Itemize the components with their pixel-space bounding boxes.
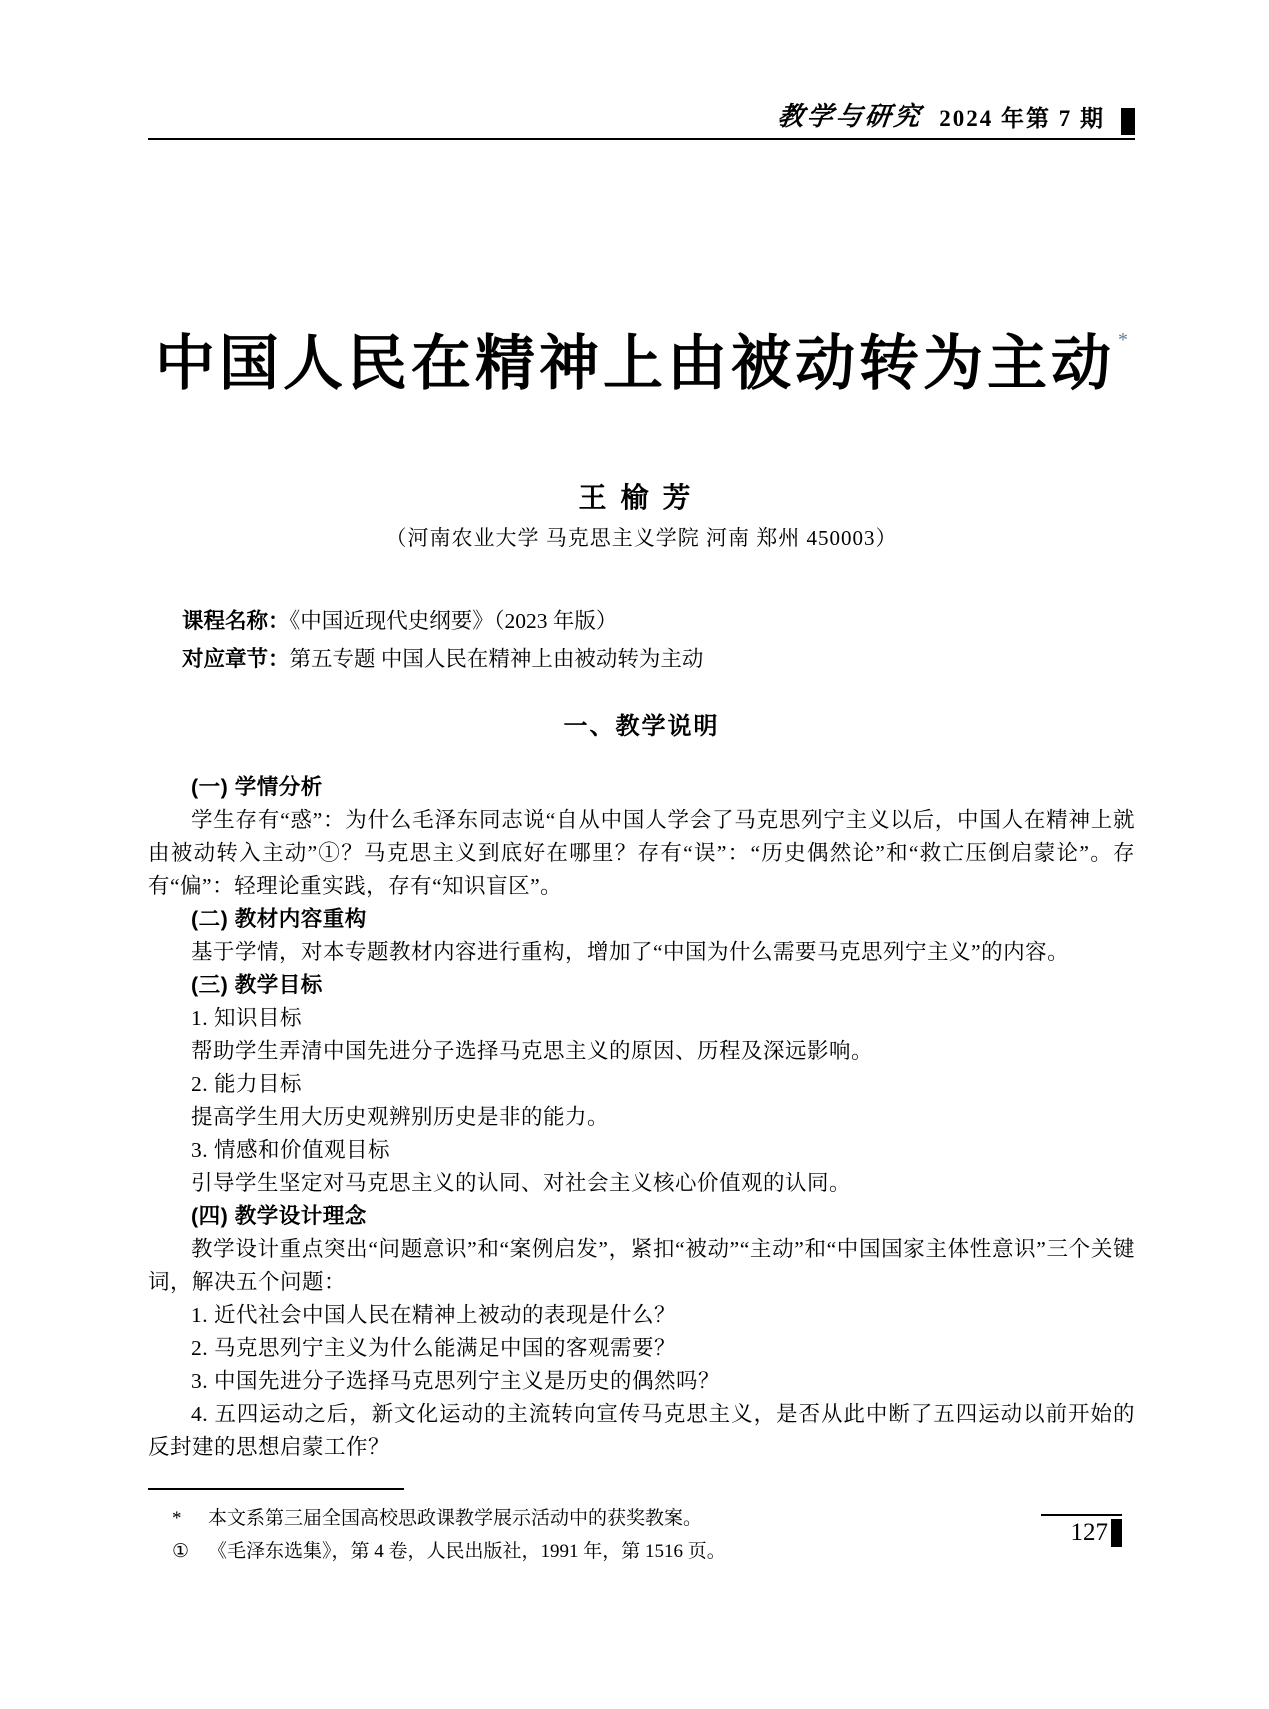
author-name: 王榆芳: [578, 483, 705, 514]
body-paragraph: 3. 情感和价值观目标: [191, 1138, 391, 1162]
body-paragraph: 4. 五四运动之后，新文化运动的主流转向宣传马克思主义，是否从此中断了五四运动以前开始的反封建的思想启蒙工作？: [148, 1402, 1135, 1459]
header-block-icon: [1121, 108, 1135, 135]
body-paragraph: 教学设计重点突出“问题意识”和“案例启发”，紧扣“被动”“主动”和“中国国家主体性意识”三个关键词，解决五个问题：: [148, 1237, 1135, 1294]
course-name-label: 课程名称：: [182, 609, 290, 633]
page-number: 127: [1070, 1519, 1108, 1546]
article-title: [148, 308, 1135, 396]
body-subheading: (二) 教材内容重构: [191, 907, 367, 931]
body-subheading: (一) 学情分析: [191, 775, 323, 799]
body-paragraph: 1. 知识目标: [191, 1006, 303, 1030]
course-name-row: [182, 602, 1135, 640]
course-meta: [148, 602, 1135, 678]
body-paragraph: 引导学生坚定对马克思主义的认同、对社会主义核心价值观的认同。: [191, 1171, 852, 1195]
body-paragraph: 2. 能力目标: [191, 1072, 303, 1096]
body-subheading: (三) 教学目标: [191, 973, 323, 997]
body-paragraph: 提高学生用大历史观辨别历史是非的能力。: [191, 1105, 610, 1129]
journal-issue: 2024 年第 7 期: [939, 106, 1105, 131]
author-affiliation: （河南农业大学 马克思主义学院 河南 郑州 450003）: [385, 526, 898, 550]
section-heading: 一、教学说明: [563, 713, 720, 740]
chapter-label: 对应章节：: [182, 647, 290, 671]
body-paragraph: 学生存有“惑”：为什么毛泽东同志说“自从中国人学会了马克思列宁主义以后，中国人在精神上就由被动转入主动”①？马克思主义到底好在哪里？存有“误”：“历史偶然论”和“救亡压倒启蒙论”。存有“偏”：轻理论重实践，存有“知识盲区”。: [148, 808, 1135, 898]
chapter-value: 第五专题 中国人民在精神上由被动转为主动: [289, 647, 704, 671]
footnote-area: [148, 1488, 1135, 1568]
footnote: [148, 1535, 1135, 1568]
course-name-value: 《中国近现代史纲要》（2023 年版）: [289, 609, 618, 633]
body-paragraph: 2. 马克思列宁主义为什么能满足中国的客观需要？: [191, 1336, 677, 1360]
page-number-container: [1041, 1514, 1123, 1547]
footnote-list: [148, 1502, 1135, 1568]
chapter-row: [182, 640, 1135, 678]
body-subheading: (四) 教学设计理念: [191, 1204, 367, 1228]
page-content: [148, 0, 1135, 1568]
footnote-marker: *: [172, 1508, 182, 1529]
footnote-text: 《毛泽东选集》，第 4 卷，人民出版社，1991 年，第 1516 页。: [208, 1541, 726, 1562]
footnote-marker: ①: [172, 1541, 190, 1562]
page-number-block-icon: [1111, 1519, 1122, 1547]
footnote: [148, 1502, 1135, 1535]
journal-header: [148, 96, 1135, 140]
footnote-divider: [148, 1488, 404, 1490]
title-footnote-marker: *: [1118, 329, 1128, 351]
body-paragraph: 基于学情，对本专题教材内容进行重构，增加了“中国为什么需要马克思列宁主义”的内容。: [191, 940, 1070, 964]
article-body: [148, 771, 1135, 1464]
body-paragraph: 1. 近代社会中国人民在精神上被动的表现是什么？: [191, 1303, 677, 1327]
body-paragraph: 帮助学生弄清中国先进分子选择马克思主义的原因、历程及深远影响。: [191, 1039, 874, 1063]
article-title-text: 中国人民在精神上由被动转为主动: [155, 331, 1115, 397]
journal-name: 教学与研究: [776, 102, 925, 131]
footnote-text: 本文系第三届全国高校思政课教学展示活动中的获奖教案。: [208, 1508, 703, 1529]
body-paragraph: 3. 中国先进分子选择马克思列宁主义是历史的偶然吗？: [191, 1369, 721, 1393]
